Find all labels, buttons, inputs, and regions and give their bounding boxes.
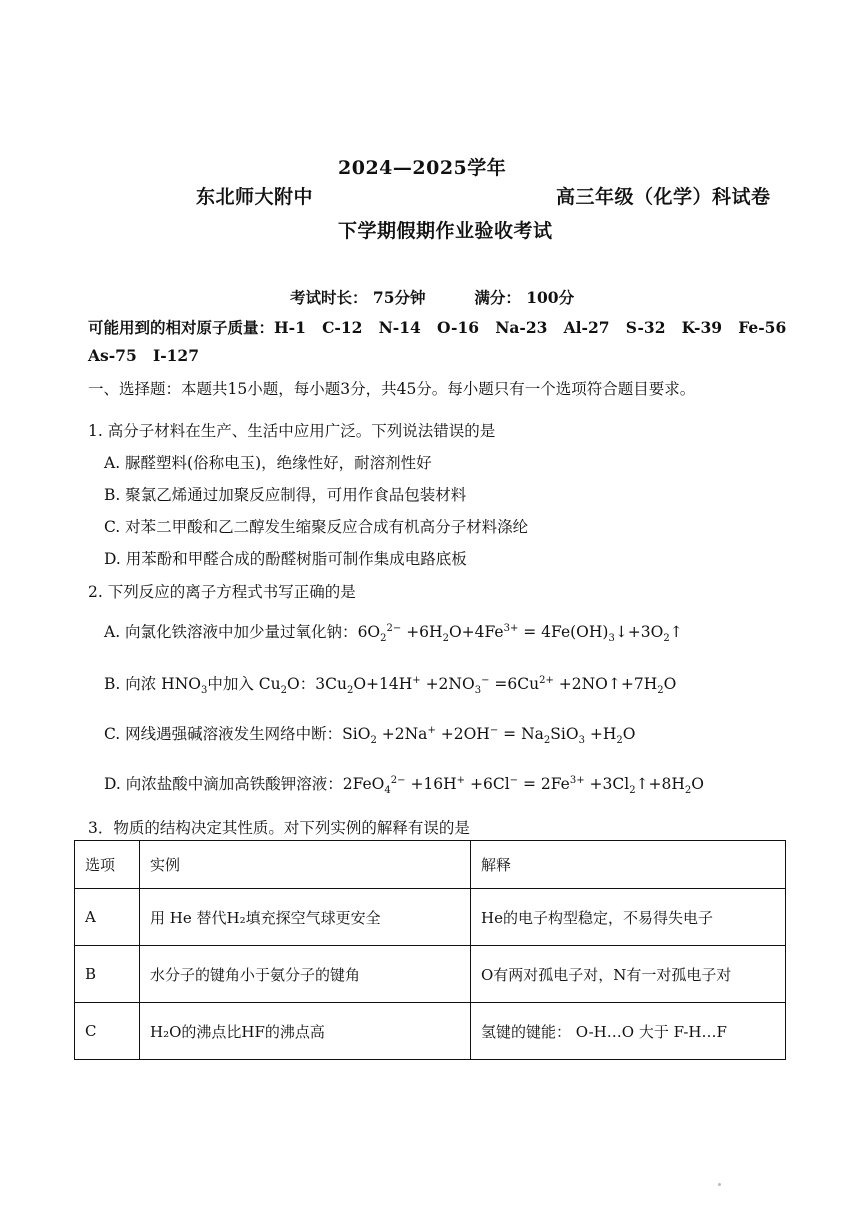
atomic-mass-label: 可能用到的相对原子质量： <box>88 318 275 337</box>
section-heading: 一、选择题：本题共15小题，每小题3分，共45分。每小题只有一个选项符合题目要求。 <box>88 380 696 398</box>
table-row <box>75 1003 786 1060</box>
table-row <box>75 889 786 946</box>
score-label: 满分： <box>474 288 521 307</box>
atomic-mass-line1 <box>88 316 786 338</box>
q3-table-header-row <box>75 841 786 889</box>
table-row <box>75 946 786 1003</box>
q3-table <box>74 840 786 1060</box>
atomic-mass-values: H-1 C-12 N-14 O-16 Na-23 Al-27 S-32 K-39 Fe-56 <box>274 318 787 337</box>
q2-stem: 2. 下列反应的离子方程式书写正确的是 <box>88 583 356 601</box>
q2-option-a <box>104 620 683 645</box>
grade-subject: 高三年级（化学）科试卷 <box>556 186 771 208</box>
q2-option-b-text3: O： <box>287 675 316 693</box>
atomic-mass-line2: As-75 I-127 <box>88 346 199 365</box>
exam-year: 2024—2025学年 <box>338 157 507 179</box>
q2-option-c <box>104 722 636 747</box>
q3-header-example: 实例 <box>140 841 471 889</box>
score-value: 100分 <box>526 288 575 307</box>
q2-option-c-equation: $SiO_2 +2Na^+ +2OH^- = Na_2SiO_3 +H_2O$ <box>342 724 636 747</box>
q2-option-a-equation: $6O_2^{2-} +6H_2O+4Fe^{3+}$ = $4Fe(OH)_3↓+3O_2↑$ <box>357 622 683 645</box>
q3-row-example: 水分子的键角小于氨分子的键角 <box>140 946 471 1003</box>
q3-row-option: C <box>75 1003 140 1060</box>
q1-option-d: D. 用苯酚和甲醛合成的酚醛树脂可制作集成电路底板 <box>104 550 467 568</box>
q3-row-option: A <box>75 889 140 946</box>
q3-row-example: 用 He 替代H₂填充探空气球更安全 <box>140 889 471 946</box>
duration-label: 考试时长： <box>290 288 368 307</box>
q2-option-b: B. 向浓 $HNO_3$中加入 $Cu_2O$：$3Cu_2O+14H^+ +2NO_3^- =6Cu^{2+}$ $+2NO↑+7H_2O$ <box>104 674 677 697</box>
duration-value: 75分钟 <box>372 288 426 307</box>
q3-row-explanation: 氢键的键能： O-H…O 大于 F-H…F <box>471 1003 786 1060</box>
q3-header-option: 选项 <box>75 841 140 889</box>
q2-option-d-equation: $2FeO_4^{2-} +16H^+ +6Cl^- = 2Fe^{3+}$ $+3Cl_2↑+8H_2O$ <box>342 774 705 797</box>
q1-option-b: B. 聚氯乙烯通过加聚反应制得，可用作食品包装材料 <box>104 486 467 504</box>
q2-option-b-text: B. 向浓 HNO <box>104 675 201 693</box>
q3-row-explanation: O有两对孤电子对，N有一对孤电子对 <box>471 946 786 1003</box>
exam-info <box>290 286 574 308</box>
q2-option-c-text: C. 网线遇强碱溶液发生网络中断： <box>104 725 343 743</box>
q2-option-a-text: A. 向氯化铁溶液中加少量过氧化钠： <box>104 623 358 641</box>
q2-option-b-equation: $3Cu_2O+14H^+ +2NO_3^- =6Cu^{2+}$ $+2NO↑+7H_2O$ <box>315 674 677 697</box>
q3-header-explanation: 解释 <box>471 841 786 889</box>
exam-name: 下学期假期作业验收考试 <box>338 220 553 242</box>
q2-option-d-text: D. 向浓盐酸中滴加高铁酸钾溶液： <box>104 775 343 793</box>
q1-stem: 1. 高分子材料在生产、生活中应用广泛。下列说法错误的是 <box>88 422 496 440</box>
school-name: 东北师大附中 <box>196 186 314 208</box>
q3-stem: 3．物质的结构决定其性质。对下列实例的解释有误的是 <box>88 819 470 837</box>
q1-option-c: C. 对苯二甲酸和乙二醇发生缩聚反应合成有机高分子材料涤纶 <box>104 518 529 536</box>
q3-row-example: H₂O的沸点比HF的沸点高 <box>140 1003 471 1060</box>
q2-option-d <box>104 772 705 797</box>
q3-row-option: B <box>75 946 140 1003</box>
q2-option-b-text2: 中加入 Cu <box>207 675 281 693</box>
q1-option-a: A. 脲醛塑料(俗称电玉)，绝缘性好，耐溶剂性好 <box>104 454 432 472</box>
scan-speck <box>718 1183 721 1186</box>
q3-row-explanation: He的电子构型稳定，不易得失电子 <box>471 889 786 946</box>
